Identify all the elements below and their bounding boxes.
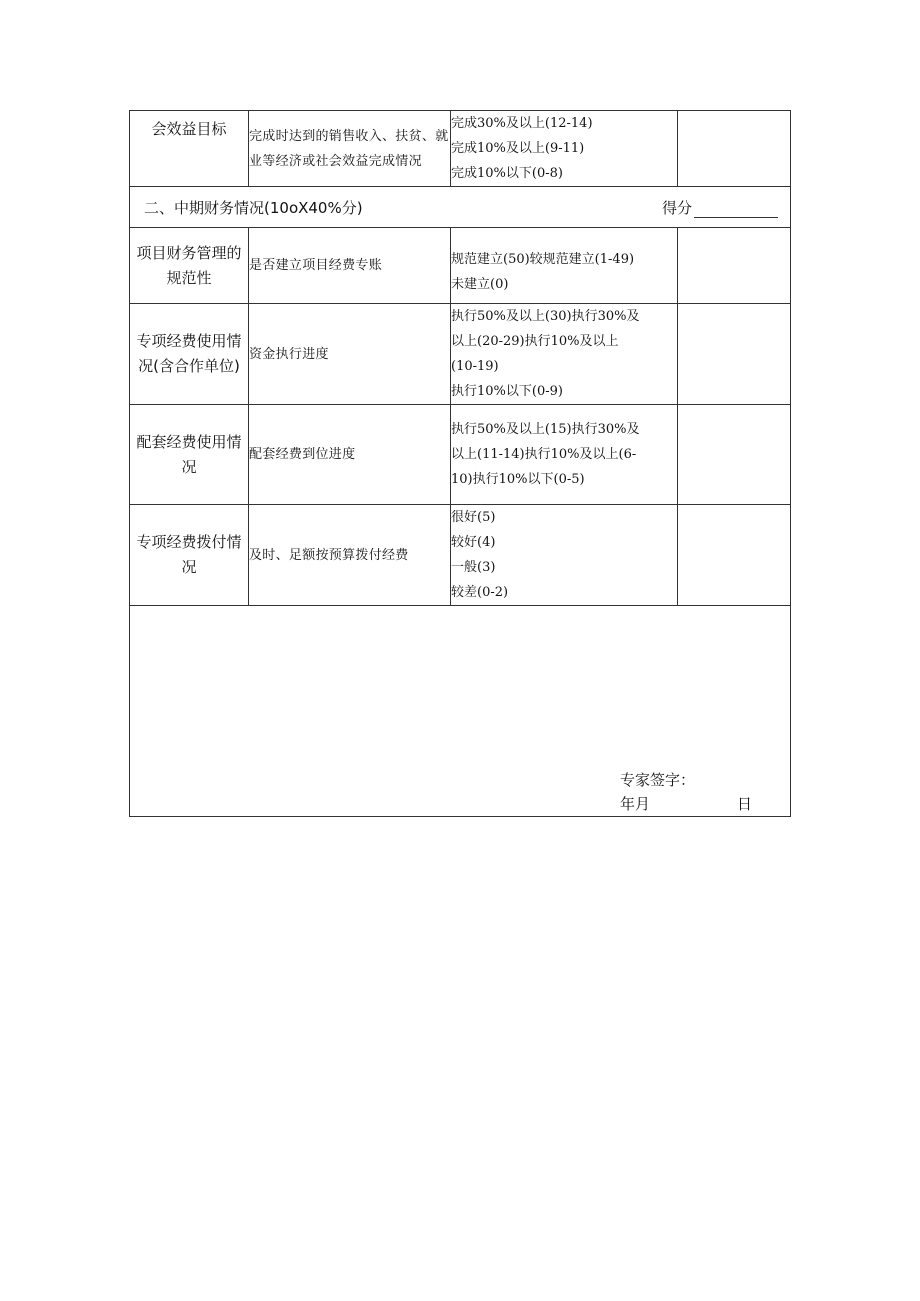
scale-line: 完成10%及以上(9-11): [451, 141, 585, 156]
section-header-cell: [130, 187, 791, 228]
scale-line: 以上(20-29)执行10%及以上: [451, 334, 619, 349]
score-label: 得分: [661, 198, 692, 217]
category-cell: [130, 111, 249, 187]
score-cell[interactable]: [678, 111, 791, 187]
category-label: 会效益目标: [151, 120, 227, 138]
criterion-cell: [249, 505, 451, 606]
expert-signature-label: 专家签字：: [620, 771, 696, 789]
category-label: 专项经费拨付情况: [136, 533, 242, 576]
criterion-text: 配套经费到位进度: [249, 447, 356, 462]
scale-line: 完成10%以下(0-8): [451, 166, 563, 181]
scale-line: 完成30%及以上(12-14): [451, 116, 593, 131]
score-cell[interactable]: [678, 228, 791, 304]
evaluation-table: [129, 110, 791, 817]
signature-row: [130, 606, 791, 817]
scale-line: (10-19): [451, 359, 499, 374]
category-cell: [130, 304, 249, 405]
score-cell[interactable]: [678, 304, 791, 405]
section-score: [662, 197, 778, 218]
scale-cell: [451, 405, 678, 505]
category-cell: [130, 228, 249, 304]
criterion-text: 是否建立项目经费专账: [249, 258, 383, 273]
criterion-cell: [249, 111, 451, 187]
scale-line: 很好(5): [451, 510, 496, 525]
category-label: 项目财务管理的规范性: [136, 243, 242, 287]
scale-line: 规范建立(50)较规范建立(1-49): [451, 251, 635, 267]
scale-line: 10)执行10%以下(0-5): [451, 472, 585, 487]
scale-line: 一般(3): [451, 560, 496, 575]
category-cell: [130, 505, 249, 606]
table-row: [130, 111, 791, 187]
scale-cell: [451, 505, 678, 606]
criterion-cell: [249, 304, 451, 405]
category-label: 专项经费使用情况(含合作单位): [136, 332, 242, 375]
scale-line: 执行50%及以上(30)执行30%及: [451, 309, 640, 324]
table-row: [130, 405, 791, 505]
year-month-label: 年月: [620, 795, 651, 813]
scale-cell: [451, 228, 678, 304]
table-row: [130, 304, 791, 405]
scale-cell: [451, 304, 678, 405]
category-label: 配套经费使用情况: [136, 432, 242, 476]
signature-cell[interactable]: [130, 606, 791, 817]
table-row: [130, 228, 791, 304]
scale-line: 以上(11-14)执行10%及以上(6-: [451, 447, 637, 462]
day-label: 日: [737, 795, 753, 813]
scale-line: 执行10%以下(0-9): [451, 384, 563, 399]
criterion-text: 完成时达到的销售收入、扶贫、就业等经济或社会效益完成情况: [249, 128, 449, 169]
score-cell[interactable]: [678, 405, 791, 505]
scale-line: 执行50%及以上(15)执行30%及: [451, 422, 640, 437]
criterion-cell: [249, 228, 451, 304]
score-cell[interactable]: [678, 505, 791, 606]
criterion-text: 及时、足额按预算拨付经费: [249, 547, 409, 563]
score-blank[interactable]: [694, 203, 778, 218]
scale-line: 较好(4): [451, 535, 496, 550]
scale-line: 较差(0-2): [451, 585, 509, 600]
section-title: 二、中期财务情况(10oX40%分): [144, 198, 363, 217]
section-header-row: [130, 187, 791, 228]
category-cell: [130, 405, 249, 505]
scale-line: 未建立(0): [451, 276, 509, 292]
criterion-text: 资金执行进度: [249, 346, 329, 362]
criterion-cell: [249, 405, 451, 505]
scale-cell: [451, 111, 678, 187]
table-row: [130, 505, 791, 606]
